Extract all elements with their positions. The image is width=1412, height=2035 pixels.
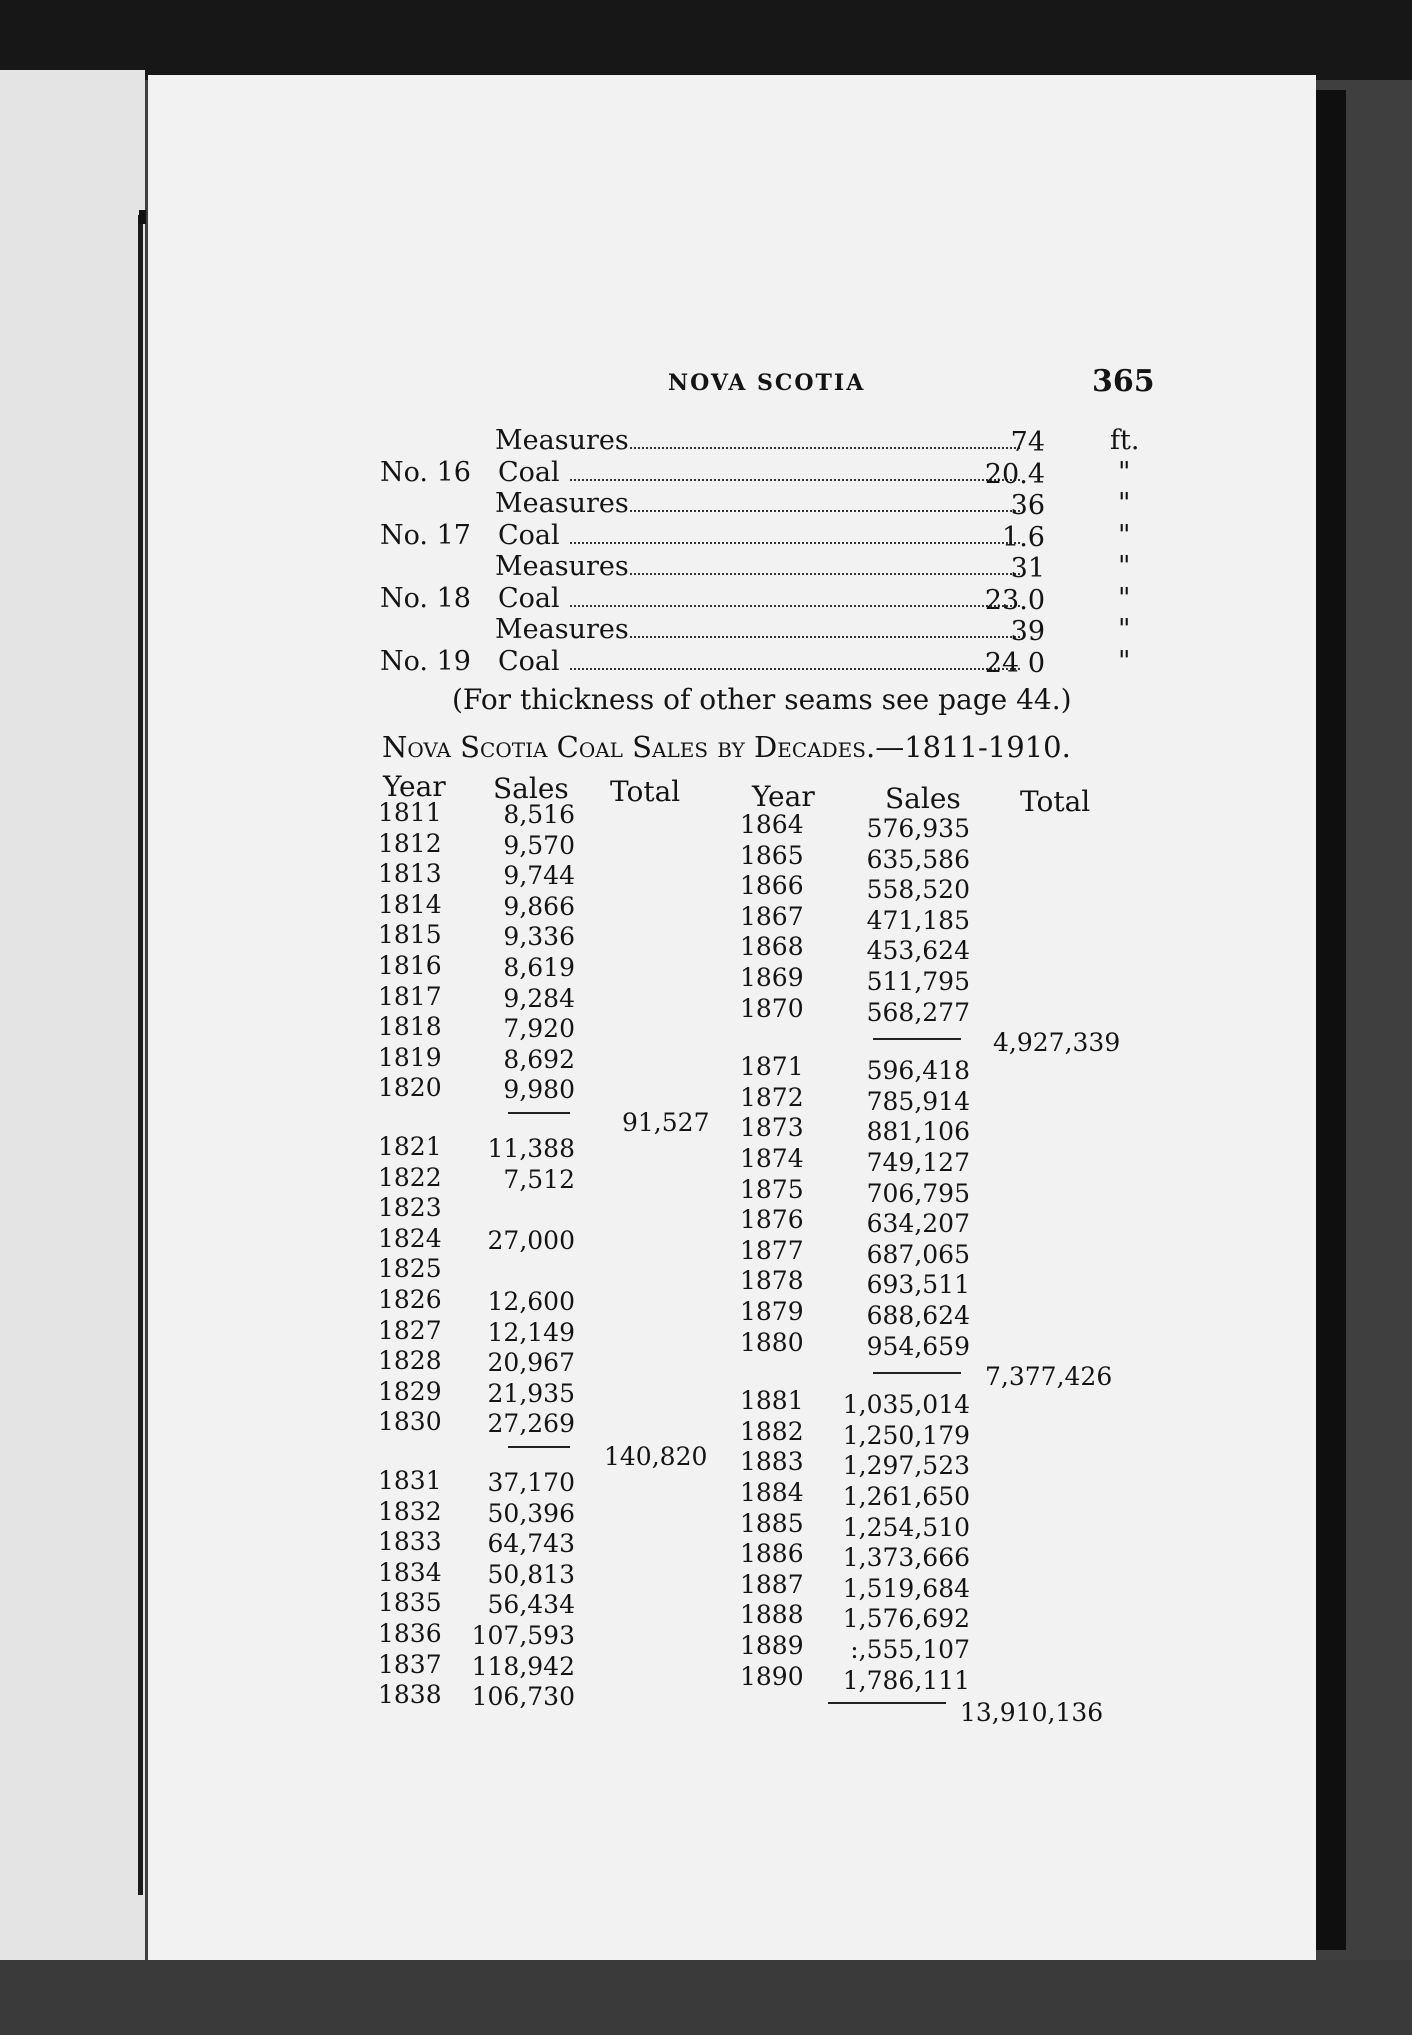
table-year: 1818 (378, 1012, 442, 1042)
seam-unit: " (1118, 582, 1131, 614)
seam-row (380, 646, 1150, 680)
table-year: 1883 (740, 1447, 804, 1477)
table-year: 1878 (740, 1266, 804, 1296)
table-year: 1827 (378, 1315, 442, 1345)
table-sales: 881,106 (866, 1117, 970, 1147)
dot-leader (570, 479, 1020, 481)
seam-name: Coal (498, 645, 560, 677)
table-sales: 9,570 (503, 830, 575, 860)
decade-total: 13,910,136 (960, 1698, 1104, 1728)
table-sales: 107,593 (471, 1621, 575, 1650)
decade-rule (828, 1702, 946, 1704)
table-year: 1866 (740, 871, 804, 901)
dot-leader (630, 447, 1020, 449)
seam-number: No. 16 (380, 456, 471, 488)
book-page (148, 75, 1316, 1965)
table-year: 1821 (378, 1132, 442, 1161)
table-year: 1887 (740, 1569, 804, 1599)
header-year-right: Year (752, 780, 815, 813)
table-sales: 634,207 (866, 1209, 970, 1239)
seam-name: Coal (498, 582, 560, 614)
seam-thickness: 74 (1010, 427, 1045, 458)
decade-rule (873, 1038, 961, 1040)
binding-shadow (138, 215, 143, 1895)
table-year: 1825 (378, 1254, 442, 1284)
table-sales: 37,170 (487, 1468, 575, 1497)
table-sales: 471,185 (866, 905, 970, 935)
header-year-left: Year (383, 770, 446, 803)
table-year: 1837 (378, 1649, 442, 1679)
table-year: 1826 (378, 1285, 442, 1314)
table-sales: 1,297,523 (842, 1451, 970, 1481)
table-sales: 1,519,684 (842, 1573, 970, 1603)
table-year: 1829 (378, 1376, 442, 1406)
table-year: 1838 (378, 1680, 442, 1710)
dot-leader (570, 605, 1020, 607)
decade-rule (873, 1372, 961, 1374)
seam-unit: " (1118, 645, 1131, 677)
table-year: 1879 (740, 1297, 804, 1326)
table-sales: 50,396 (487, 1498, 575, 1528)
dot-leader (630, 510, 1020, 512)
seam-unit: " (1118, 488, 1131, 519)
table-sales: 8,619 (503, 953, 575, 982)
header-total-left: Total (610, 775, 681, 808)
table-year: 1817 (378, 981, 442, 1011)
table-year: 1834 (378, 1557, 442, 1587)
seam-row (380, 457, 1150, 491)
decade-total: 140,820 (604, 1442, 708, 1471)
table-year: 1875 (740, 1174, 804, 1204)
table-title (382, 730, 1071, 764)
seam-number: No. 17 (380, 519, 471, 551)
table-sales: 64,743 (487, 1529, 575, 1559)
table-sales: 9,980 (503, 1075, 575, 1105)
dot-leader (570, 542, 1020, 544)
table-sales: 1,786,111 (842, 1665, 970, 1695)
decade-total: 7,377,426 (985, 1362, 1113, 1392)
seam-unit: " (1118, 519, 1131, 551)
table-sales: 558,520 (866, 875, 970, 905)
table-year: 1886 (740, 1539, 804, 1569)
binding-mark (139, 210, 146, 224)
dot-leader (570, 668, 1020, 670)
table-year: 1811 (378, 798, 442, 827)
seam-name: Measures (495, 614, 629, 645)
table-sales: 11,388 (487, 1134, 575, 1163)
table-sales: 687,065 (866, 1239, 970, 1269)
table-year: 1830 (378, 1407, 442, 1437)
table-sales: 954,659 (866, 1331, 970, 1361)
table-year: 1884 (740, 1478, 804, 1507)
page-number: 365 (1092, 364, 1155, 399)
scan-border-right (1316, 90, 1346, 1950)
table-year: 1867 (740, 901, 804, 931)
table-year: 1822 (378, 1162, 442, 1192)
table-year: 1824 (378, 1223, 442, 1253)
table-sales: 693,511 (866, 1270, 970, 1300)
table-year: 1885 (740, 1508, 804, 1538)
table-year: 1812 (378, 828, 442, 858)
seam-name: Coal (498, 519, 560, 551)
seam-thickness: 36 (1010, 490, 1045, 521)
table-year: 1888 (740, 1600, 804, 1630)
seam-name: Coal (498, 456, 560, 488)
seam-unit: " (1118, 456, 1131, 488)
table-sales: 21,935 (487, 1378, 575, 1408)
seam-row (380, 520, 1150, 554)
table-year: 1828 (378, 1346, 442, 1376)
table-year: 1890 (740, 1661, 804, 1691)
table-year: 1819 (378, 1042, 442, 1072)
table-sales: 1,254,510 (842, 1512, 970, 1542)
table-year: 1868 (740, 932, 804, 962)
table-year: 1880 (740, 1327, 804, 1357)
seam-row (380, 614, 1150, 648)
decade-total: 91,527 (622, 1108, 710, 1137)
decade-rule (508, 1112, 570, 1114)
table-sales: 511,795 (866, 967, 970, 996)
table-year: 1813 (378, 859, 442, 889)
scan-border-bottom (0, 1960, 1412, 2035)
facing-page-edge (0, 70, 145, 1970)
table-year: 1873 (740, 1113, 804, 1143)
table-sales: :,555,107 (850, 1635, 970, 1664)
table-sales: 12,600 (487, 1287, 575, 1316)
table-sales: 576,935 (866, 814, 970, 843)
table-sales: 1,035,014 (842, 1390, 970, 1420)
seam-name: Measures (495, 425, 629, 456)
table-year: 1814 (378, 889, 442, 919)
table-sales: 12,149 (487, 1317, 575, 1347)
table-sales: 8,516 (503, 800, 575, 829)
table-year: 1889 (740, 1631, 804, 1660)
table-year: 1823 (378, 1193, 442, 1223)
table-year: 1870 (740, 993, 804, 1023)
table-sales: 749,127 (866, 1148, 970, 1177)
table-sales: 9,336 (503, 922, 575, 952)
seam-thickness: 24 0 (984, 647, 1045, 679)
table-sales: 8,692 (503, 1044, 575, 1074)
table-sales: 1,373,666 (842, 1543, 970, 1573)
table-sales: 27,000 (487, 1225, 575, 1255)
seam-unit: ft. (1110, 425, 1140, 456)
seam-name: Measures (495, 551, 629, 582)
seam-thickness: 20.4 (984, 458, 1045, 490)
seam-thickness: 39 (1010, 616, 1045, 647)
table-sales: 785,914 (866, 1086, 970, 1116)
table-year: 1820 (378, 1073, 442, 1103)
table-year: 1874 (740, 1144, 804, 1173)
seam-unit: " (1118, 551, 1131, 582)
table-sales: 27,269 (487, 1409, 575, 1439)
table-year: 1877 (740, 1235, 804, 1265)
table-sales: 1,576,692 (842, 1604, 970, 1634)
seam-thickness: 1.6 (1002, 521, 1045, 553)
table-year: 1864 (740, 810, 804, 839)
running-head: NOVA SCOTIA (668, 370, 866, 396)
table-sales: 50,813 (487, 1559, 575, 1589)
table-sales: 1,250,179 (842, 1420, 970, 1450)
table-sales: 7,512 (503, 1164, 575, 1194)
header-sales-right: Sales (885, 782, 961, 815)
table-year: 1876 (740, 1205, 804, 1235)
table-sales: 596,418 (866, 1056, 970, 1086)
seam-row (380, 551, 1150, 585)
table-year: 1831 (378, 1466, 442, 1495)
seam-thickness: 23.0 (984, 584, 1045, 616)
table-sales: 20,967 (487, 1348, 575, 1378)
table-year: 1869 (740, 963, 804, 992)
dot-leader (630, 636, 1020, 638)
table-year: 1865 (740, 840, 804, 870)
table-year: 1835 (378, 1588, 442, 1618)
table-sales: 106,730 (471, 1682, 575, 1712)
seam-unit: " (1118, 614, 1131, 645)
decade-rule (508, 1446, 570, 1448)
table-sales: 9,284 (503, 983, 575, 1013)
table-sales: 9,866 (503, 891, 575, 921)
decade-total: 4,927,339 (993, 1028, 1121, 1058)
table-sales: 453,624 (866, 936, 970, 966)
seam-number: No. 18 (380, 582, 471, 614)
table-sales: 706,795 (866, 1178, 970, 1208)
table-year: 1832 (378, 1496, 442, 1526)
seam-thickness: 31 (1010, 553, 1045, 584)
seam-row (380, 425, 1150, 459)
table-sales: 635,586 (866, 844, 970, 874)
table-sales: 688,624 (866, 1301, 970, 1330)
scan-border-top (0, 0, 1412, 80)
seam-name: Measures (495, 488, 629, 519)
table-year: 1836 (378, 1619, 442, 1648)
seam-note: (For thickness of other seams see page 44.) (452, 683, 1072, 716)
table-year: 1833 (378, 1527, 442, 1557)
table-sales: 56,434 (487, 1590, 575, 1620)
table-year: 1872 (740, 1082, 804, 1112)
dot-leader (630, 573, 1020, 575)
table-year: 1882 (740, 1416, 804, 1446)
table-sales: 118,942 (471, 1651, 575, 1681)
table-sales: 7,920 (503, 1014, 575, 1044)
table-sales: 1,261,650 (842, 1482, 970, 1511)
seam-row (380, 488, 1150, 522)
seam-number: No. 19 (380, 645, 471, 677)
table-year: 1881 (740, 1386, 804, 1416)
table-sales: 568,277 (866, 997, 970, 1027)
header-sales-left: Sales (493, 772, 569, 805)
header-total-right: Total (1020, 785, 1091, 818)
table-sales: 9,744 (503, 861, 575, 891)
seam-row (380, 583, 1150, 617)
table-year: 1815 (378, 920, 442, 950)
table-year: 1871 (740, 1052, 804, 1082)
table-year: 1816 (378, 951, 442, 980)
table-title-text: Nova Scotia Coal Sales by Decades.—1811-1910. (382, 730, 1071, 764)
